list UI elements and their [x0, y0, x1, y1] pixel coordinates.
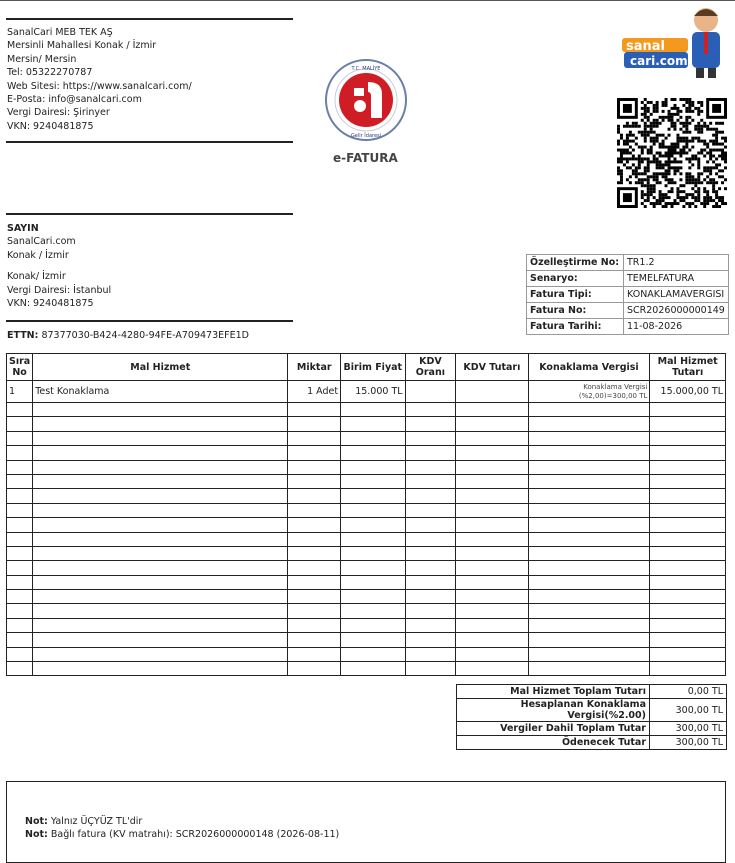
empty-cell — [288, 633, 341, 647]
empty-cell — [528, 590, 650, 604]
info-value: TEMELFATURA — [624, 271, 729, 287]
empty-cell — [341, 518, 405, 532]
empty-cell — [33, 503, 288, 517]
empty-cell — [288, 546, 341, 560]
svg-text:T.C. MALİYE: T.C. MALİYE — [351, 66, 381, 72]
note-text: Yalnız ÜÇYÜZ TL'dir — [50, 816, 143, 827]
col-kdv-orani: KDV Oranı — [405, 354, 456, 381]
info-value: 11-08-2026 — [624, 319, 729, 335]
sender-name: SanalCari MEB TEK AŞ — [7, 27, 113, 38]
empty-cell — [288, 446, 341, 460]
table-row-empty — [7, 518, 726, 532]
empty-cell — [528, 532, 650, 546]
empty-cell — [405, 546, 456, 560]
note-text: Bağlı fatura (KV matrahı): SCR2026000000148 (2026-08-11) — [50, 828, 340, 840]
empty-cell — [650, 460, 726, 474]
note-label: Not: — [25, 816, 48, 827]
total-value: 300,00 TL — [650, 699, 727, 722]
empty-cell — [341, 474, 405, 488]
empty-cell — [7, 518, 33, 532]
info-row — [527, 255, 729, 271]
empty-cell — [7, 417, 33, 431]
empty-cell — [405, 604, 456, 618]
empty-cell — [288, 431, 341, 445]
total-row — [457, 685, 727, 699]
empty-cell — [7, 474, 33, 488]
empty-cell — [405, 446, 456, 460]
table-row-empty — [7, 662, 726, 676]
empty-cell — [33, 590, 288, 604]
empty-cell — [405, 489, 456, 503]
divider — [6, 320, 293, 322]
col-mal-hizmet: Mal Hizmet — [33, 354, 288, 381]
empty-cell — [528, 561, 650, 575]
receiver-info — [7, 222, 111, 310]
table-row-empty — [7, 489, 726, 503]
total-label: Ödenecek Tutar — [457, 736, 650, 750]
empty-cell — [7, 590, 33, 604]
note-label: Not: — [25, 828, 48, 840]
note-line — [25, 829, 339, 842]
empty-cell — [7, 489, 33, 503]
empty-cell — [288, 575, 341, 589]
col-miktar: Miktar — [288, 354, 341, 381]
info-label: Özelleştirme No: — [527, 255, 624, 271]
empty-cell — [405, 503, 456, 517]
empty-cell — [650, 403, 726, 417]
empty-cell — [456, 618, 528, 632]
empty-cell — [456, 460, 528, 474]
cell-tutar: 15.000,00 TL — [650, 381, 726, 403]
empty-cell — [650, 604, 726, 618]
empty-cell — [341, 618, 405, 632]
total-value: 0,00 TL — [650, 685, 727, 699]
receiver-tax-office: Vergi Dairesi: İstanbul — [7, 284, 112, 296]
table-row-empty — [7, 446, 726, 460]
total-label: Vergiler Dahil Toplam Tutar — [457, 722, 650, 736]
table-header-row — [7, 354, 726, 381]
info-row — [527, 303, 729, 319]
svg-text:Gelir İdaresi: Gelir İdaresi — [350, 133, 382, 139]
cell-birim-fiyat: 15.000 TL — [341, 381, 405, 403]
divider — [6, 141, 293, 143]
cell-kdv-orani — [405, 381, 456, 403]
total-value: 300,00 TL — [650, 722, 727, 736]
info-row — [527, 319, 729, 335]
empty-cell — [456, 546, 528, 560]
svg-text:sanal: sanal — [626, 39, 665, 54]
col-kdv-tutari: KDV Tutarı — [456, 354, 528, 381]
empty-cell — [650, 532, 726, 546]
empty-cell — [650, 633, 726, 647]
empty-cell — [405, 662, 456, 676]
empty-cell — [288, 489, 341, 503]
empty-cell — [456, 403, 528, 417]
table-row-empty — [7, 575, 726, 589]
empty-cell — [650, 489, 726, 503]
empty-cell — [33, 662, 288, 676]
table-row-empty — [7, 417, 726, 431]
empty-cell — [405, 460, 456, 474]
empty-cell — [456, 590, 528, 604]
empty-cell — [528, 575, 650, 589]
empty-cell — [341, 403, 405, 417]
empty-cell — [456, 604, 528, 618]
note-line — [25, 816, 339, 829]
sender-info — [7, 26, 192, 133]
empty-cell — [288, 532, 341, 546]
empty-cell — [405, 518, 456, 532]
empty-cell — [288, 590, 341, 604]
empty-cell — [7, 618, 33, 632]
empty-cell — [341, 446, 405, 460]
empty-cell — [528, 633, 650, 647]
totals-table — [456, 684, 727, 750]
empty-cell — [456, 489, 528, 503]
col-birim-fiyat: Birim Fiyat — [341, 354, 405, 381]
table-row-empty — [7, 633, 726, 647]
line-items-table — [6, 353, 726, 676]
receiver-name: SanalCari.com — [7, 236, 76, 248]
sender-tax-office: Vergi Dairesi: Şirinyer — [7, 107, 110, 119]
empty-cell — [341, 431, 405, 445]
brand-logo — [622, 2, 726, 80]
table-row-empty — [7, 503, 726, 517]
table-row-empty — [7, 431, 726, 445]
empty-cell — [7, 503, 33, 517]
empty-cell — [7, 633, 33, 647]
empty-cell — [405, 618, 456, 632]
empty-cell — [33, 431, 288, 445]
empty-cell — [7, 575, 33, 589]
total-row — [457, 722, 727, 736]
empty-cell — [650, 431, 726, 445]
empty-cell — [650, 546, 726, 560]
empty-cell — [528, 662, 650, 676]
empty-cell — [528, 503, 650, 517]
empty-cell — [341, 489, 405, 503]
empty-cell — [33, 417, 288, 431]
empty-cell — [33, 561, 288, 575]
table-row-empty — [7, 647, 726, 661]
empty-cell — [405, 417, 456, 431]
table-row-empty — [7, 561, 726, 575]
empty-cell — [341, 604, 405, 618]
empty-cell — [456, 532, 528, 546]
empty-cell — [7, 662, 33, 676]
empty-cell — [528, 417, 650, 431]
ettn-label: ETTN: — [7, 330, 39, 341]
svg-text:cari.com: cari.com — [630, 54, 688, 68]
info-label: Senaryo: — [527, 271, 624, 287]
gib-logo — [324, 58, 408, 142]
empty-cell — [33, 546, 288, 560]
empty-cell — [650, 503, 726, 517]
receiver-vkn: VKN: 9240481875 — [7, 298, 94, 310]
empty-cell — [528, 446, 650, 460]
cell-konaklama-vergisi — [528, 381, 650, 403]
info-value: KONAKLAMAVERGISI — [624, 287, 729, 303]
empty-cell — [288, 662, 341, 676]
empty-cell — [456, 446, 528, 460]
empty-cell — [341, 575, 405, 589]
empty-cell — [341, 590, 405, 604]
sender-vkn: VKN: 9240481875 — [7, 120, 94, 132]
empty-cell — [405, 403, 456, 417]
empty-cell — [33, 489, 288, 503]
table-row-empty — [7, 546, 726, 560]
empty-cell — [288, 618, 341, 632]
empty-cell — [33, 618, 288, 632]
cell-mal-hizmet: Test Konaklama — [33, 381, 288, 403]
empty-cell — [650, 618, 726, 632]
empty-cell — [341, 633, 405, 647]
empty-cell — [528, 647, 650, 661]
divider — [6, 213, 293, 215]
empty-cell — [456, 417, 528, 431]
cell-kdv-tutari — [456, 381, 528, 403]
cell-sira: 1 — [7, 381, 33, 403]
empty-cell — [341, 561, 405, 575]
empty-cell — [650, 662, 726, 676]
empty-cell — [528, 489, 650, 503]
empty-cell — [7, 647, 33, 661]
total-row — [457, 699, 727, 722]
empty-cell — [33, 633, 288, 647]
info-value: TR1.2 — [624, 255, 729, 271]
table-row-empty — [7, 618, 726, 632]
empty-cell — [456, 518, 528, 532]
empty-cell — [341, 546, 405, 560]
empty-cell — [456, 431, 528, 445]
sender-email: E-Posta: info@sanalcari.com — [7, 94, 142, 106]
empty-cell — [405, 431, 456, 445]
sender-tel: Tel: 05322270787 — [7, 67, 93, 79]
empty-cell — [650, 446, 726, 460]
receiver-city: Konak/ İzmir — [7, 271, 66, 283]
notes-box — [6, 781, 726, 863]
table-row-empty — [7, 590, 726, 604]
empty-cell — [405, 561, 456, 575]
empty-cell — [528, 604, 650, 618]
ettn-value: 87377030-B424-4280-94FE-A709473EFE1D — [41, 330, 249, 341]
table-row-empty — [7, 474, 726, 488]
empty-cell — [33, 446, 288, 460]
doc-title: e-FATURA — [333, 151, 398, 165]
empty-cell — [528, 474, 650, 488]
empty-cell — [456, 561, 528, 575]
empty-cell — [456, 662, 528, 676]
empty-cell — [7, 604, 33, 618]
empty-cell — [33, 647, 288, 661]
empty-cell — [33, 460, 288, 474]
empty-cell — [288, 604, 341, 618]
receiver-heading: SAYIN — [7, 223, 39, 234]
empty-cell — [650, 417, 726, 431]
empty-cell — [341, 503, 405, 517]
empty-cell — [288, 647, 341, 661]
notes — [25, 816, 339, 841]
empty-cell — [405, 474, 456, 488]
empty-cell — [7, 431, 33, 445]
total-label: Mal Hizmet Toplam Tutarı — [457, 685, 650, 699]
empty-cell — [7, 561, 33, 575]
empty-cell — [33, 532, 288, 546]
empty-cell — [33, 575, 288, 589]
empty-cell — [528, 618, 650, 632]
col-tutar: Mal Hizmet Tutarı — [650, 354, 726, 381]
col-konaklama-vergisi: Konaklama Vergisi — [528, 354, 650, 381]
empty-cell — [288, 460, 341, 474]
empty-cell — [288, 518, 341, 532]
empty-cell — [7, 403, 33, 417]
top-border — [0, 0, 735, 1]
receiver-address: Konak / İzmir — [7, 249, 69, 261]
table-row — [7, 381, 726, 403]
empty-cell — [288, 417, 341, 431]
empty-cell — [456, 474, 528, 488]
empty-cell — [456, 575, 528, 589]
empty-cell — [405, 633, 456, 647]
info-label: Fatura Tarihi: — [527, 319, 624, 335]
empty-cell — [650, 561, 726, 575]
empty-cell — [650, 647, 726, 661]
sender-address: Mersinli Mahallesi Konak / İzmir — [7, 40, 157, 52]
table-row-empty — [7, 403, 726, 417]
empty-cell — [341, 662, 405, 676]
empty-cell — [33, 474, 288, 488]
empty-cell — [288, 403, 341, 417]
empty-cell — [456, 503, 528, 517]
empty-cell — [650, 474, 726, 488]
empty-cell — [33, 518, 288, 532]
empty-cell — [341, 417, 405, 431]
empty-cell — [341, 532, 405, 546]
sender-city: Mersin/ Mersin — [7, 53, 77, 65]
empty-cell — [405, 575, 456, 589]
empty-cell — [528, 518, 650, 532]
total-row — [457, 736, 727, 750]
info-label: Fatura Tipi: — [527, 287, 624, 303]
col-sira: Sıra No — [7, 354, 33, 381]
empty-cell — [7, 532, 33, 546]
empty-cell — [341, 460, 405, 474]
empty-cell — [650, 518, 726, 532]
empty-cell — [405, 532, 456, 546]
empty-cell — [528, 460, 650, 474]
empty-cell — [405, 590, 456, 604]
empty-cell — [456, 647, 528, 661]
empty-cell — [288, 474, 341, 488]
table-row-empty — [7, 460, 726, 474]
table-row-empty — [7, 604, 726, 618]
sender-web: Web Sitesi: https://www.sanalcari.com/ — [7, 80, 192, 92]
invoice-info-table — [526, 254, 729, 335]
divider — [6, 18, 293, 20]
ettn — [7, 330, 249, 341]
empty-cell — [528, 546, 650, 560]
info-row — [527, 271, 729, 287]
empty-cell — [288, 561, 341, 575]
empty-cell — [7, 460, 33, 474]
total-value: 300,00 TL — [650, 736, 727, 750]
empty-cell — [528, 431, 650, 445]
empty-cell — [33, 604, 288, 618]
total-label: Hesaplanan Konaklama Vergisi(%2.00) — [457, 699, 650, 722]
empty-cell — [341, 647, 405, 661]
empty-cell — [405, 647, 456, 661]
empty-cell — [528, 403, 650, 417]
konaklama-line-1: Konaklama Vergisi — [583, 382, 648, 391]
info-value: SCR2026000000149 — [624, 303, 729, 319]
empty-cell — [33, 403, 288, 417]
empty-cell — [7, 446, 33, 460]
table-row-empty — [7, 532, 726, 546]
info-row — [527, 287, 729, 303]
qr-code — [617, 98, 727, 208]
konaklama-line-2: (%2,00)=300,00 TL — [578, 391, 648, 400]
empty-cell — [7, 546, 33, 560]
info-label: Fatura No: — [527, 303, 624, 319]
empty-cell — [650, 590, 726, 604]
empty-cell — [288, 503, 341, 517]
empty-cell — [456, 633, 528, 647]
cell-miktar: 1 Adet — [288, 381, 341, 403]
empty-cell — [650, 575, 726, 589]
